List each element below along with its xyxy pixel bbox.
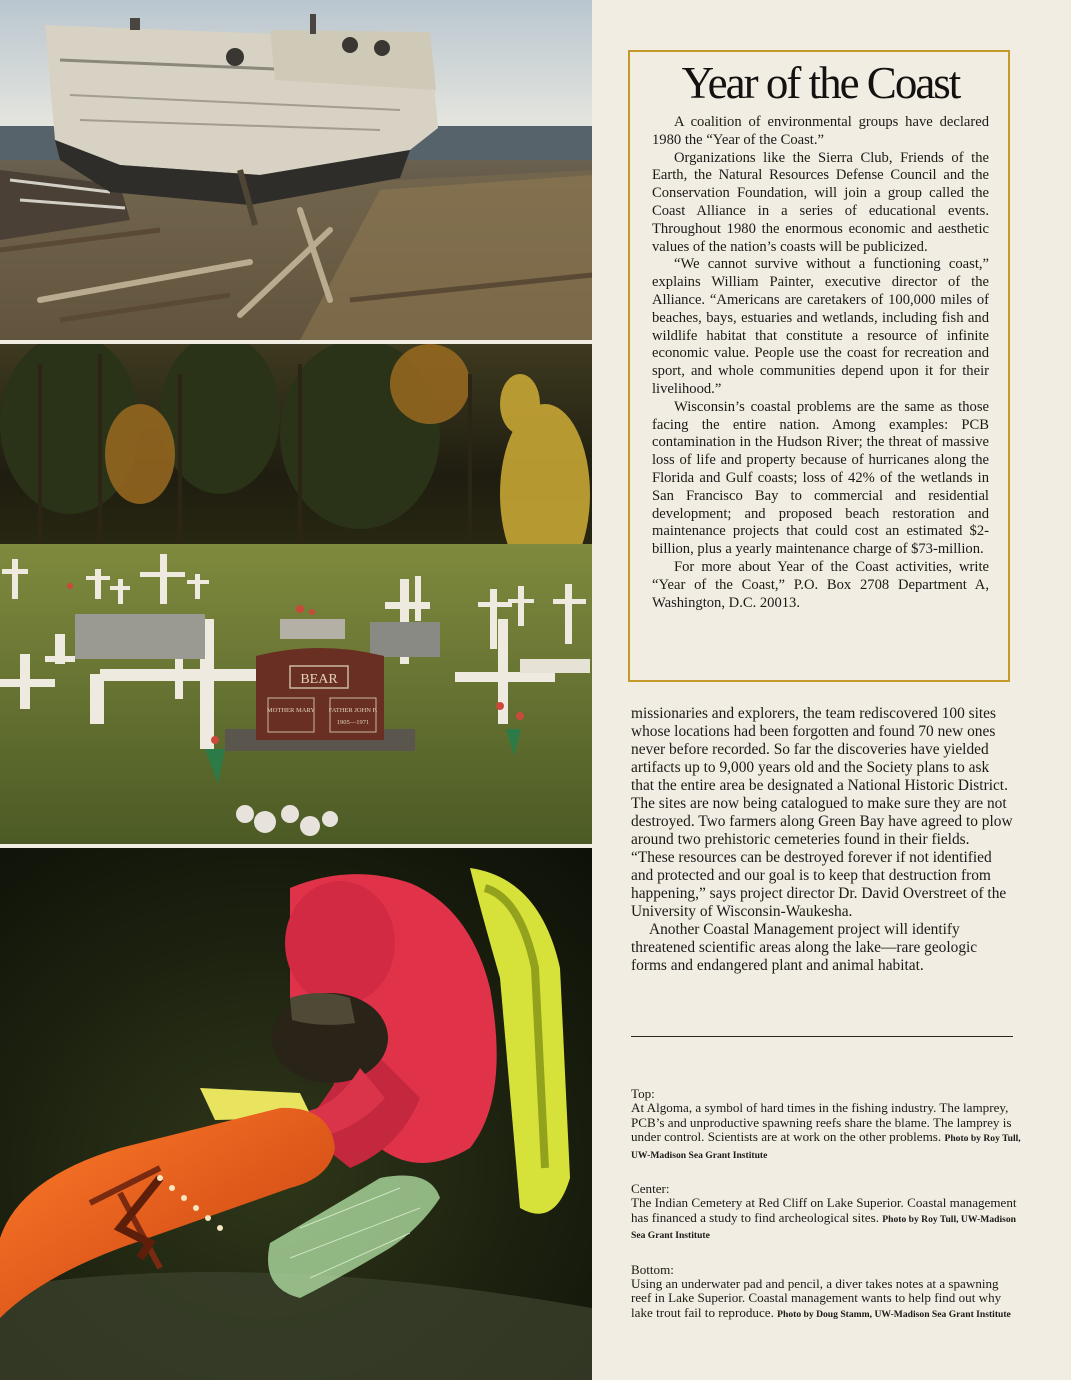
caption-heading: Top: bbox=[631, 1086, 655, 1101]
caption-credit: Photo by Roy Tull, UW-Madison Sea Grant Institute bbox=[631, 1213, 1016, 1242]
headstone-years-text: 1905—1971 bbox=[336, 719, 370, 726]
photo-underwater-diver bbox=[0, 848, 592, 1380]
photo-boat-on-shore bbox=[0, 0, 592, 340]
photo-captions bbox=[631, 1087, 1021, 1341]
sidebar-paragraph: For more about Year of the Coast activities, write “Year of the Coast,” P.O. Box 2708 Department A, Washington, D.C. 20013. bbox=[652, 558, 989, 611]
headstone-left-text: MOTHER MARY bbox=[266, 707, 316, 714]
caption-top bbox=[631, 1087, 1021, 1163]
article-paragraph: Another Coastal Management project will identify threatened scientific areas along the lake—rare geologic forms and endangered plant and animal habitat. bbox=[631, 921, 978, 974]
caption-center bbox=[631, 1182, 1021, 1244]
sidebar-paragraph: A coalition of environmental groups have declared 1980 the “Year of the Coast.” bbox=[652, 114, 989, 148]
boat-illustration bbox=[0, 0, 592, 340]
photo-indian-cemetery bbox=[0, 344, 592, 844]
caption-heading: Center: bbox=[631, 1181, 670, 1197]
sidebar-paragraph: “We cannot survive without a functioning coast,” explains William Painter, executive director of the Alliance. “Americans are caretakers of 100,000 miles of beaches, bays, estuaries and wetlands, including fish and wildlife habitat that constitute a resource of infinite economic value. People use the coast for recreation and sport, and whole communities depend upon it for their livelihood.” bbox=[652, 256, 989, 397]
caption-credit: Photo by Doug Stamm, UW-Madison Sea Grant Institute bbox=[777, 1308, 1011, 1320]
caption-heading: Bottom: bbox=[631, 1261, 674, 1277]
article-body bbox=[631, 705, 1013, 975]
caption-text: The Indian Cemetery at Red Cliff on Lake Superior. Coastal management has financed a study to find archeological sites. bbox=[631, 1195, 1017, 1225]
sidebar-title: Year of the Coast bbox=[681, 58, 960, 108]
year-of-the-coast-box bbox=[628, 50, 1010, 682]
diver-illustration bbox=[0, 848, 592, 1380]
cemetery-illustration bbox=[0, 344, 592, 844]
section-divider bbox=[631, 1036, 1013, 1037]
caption-text: Using an underwater pad and pencil, a diver takes notes at a spawning reef in Lake Superior. Coastal management wants to help find out why lake trout fail to reproduce. bbox=[631, 1276, 1002, 1320]
article-paragraph: missionaries and explorers, the team rediscovered 100 sites whose locations had been forgotten and found 70 new ones never before recorded. So far the discoveries have yielded artifacts up to 9,000 years old and the Society plans to ask that the entire area be designated a National Historic District. The sites are now being catalogued to make sure they are not destroyed. Two farmers along Green Bay have agreed to plow around two prehistoric cemeteries found in their fields. “These resources can be destroyed forever if not identified and protected and our goal is to keep that destruction from happening,” says project director Dr. David Overstreet of the University of Wisconsin-Waukesha. bbox=[631, 705, 1013, 920]
caption-bottom bbox=[631, 1263, 1021, 1323]
headstone-name: BEAR bbox=[300, 672, 338, 687]
caption-credit: Photo by Roy Tull, UW-Madison Sea Grant Institute bbox=[631, 1133, 1021, 1161]
sidebar-paragraph: Organizations like the Sierra Club, Friends of the Earth, the Natural Resources Defense Council and the Conservation Foundation, will join a group called the Coast Alliance in a series of educational events. Throughout 1980 the enormous economic and aesthetic values of the nation’s coasts will be publicized. bbox=[652, 149, 989, 255]
caption-text: At Algoma, a symbol of hard times in the fishing industry. The lamprey, PCB’s and unproductive spawning reefs share the blame. The lamprey is under control. Scientists are at work on the other problems. bbox=[631, 1100, 1012, 1145]
sidebar-paragraph: Wisconsin’s coastal problems are the same as those facing the entire nation. Among examples: PCB contamination in the Hudson River; the threat of massive loss of life and property because of hurricanes along the Florida and Gulf coasts; loss of 42% of the wetlands in San Francisco Bay to commercial and residential development; and proposed beach restoration and maintenance projects that could cost an estimated $2-billion, plus a yearly maintenance charge of $73-million. bbox=[652, 398, 989, 558]
headstone-right-text: FATHER JOHN F. bbox=[328, 707, 378, 714]
